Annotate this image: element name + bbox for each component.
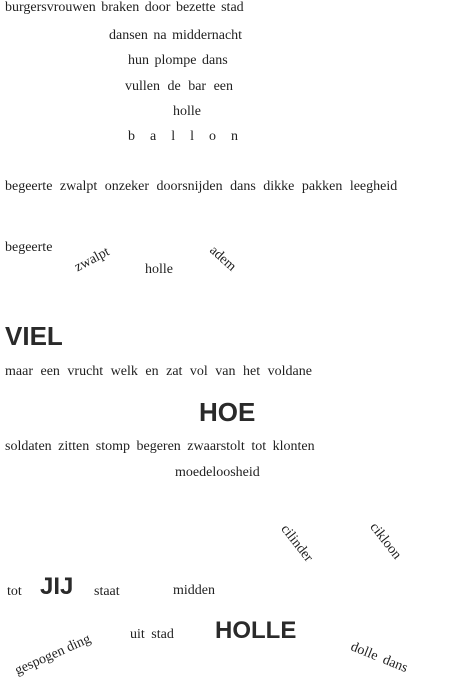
word-holle-large: HOLLE [215,617,297,644]
word-begeerte: begeerte [5,240,53,255]
poem-line-begeerte-full: begeerte zwalpt onzeker doorsnijden dans dikke pakken leegheid [5,179,398,194]
word-holle-small: holle [145,262,173,277]
word-staat: staat [94,584,120,599]
word-cikloon: cikloon [366,520,405,563]
word-dolle-dans: dolle dans [348,639,410,677]
word-zwalpt: zwalpt [72,244,113,276]
word-uit-stad: uit stad [130,627,174,642]
word-adem: adem [206,243,239,275]
poem-line-burgersvrouwen: burgersvrouwen braken door bezette stad [5,0,244,15]
poem-line-vullen: vullen de bar een [125,79,234,94]
poem-line-ballon: ballon [128,129,253,144]
word-jij: JIJ [40,573,74,600]
word-tot: tot [7,584,22,599]
word-cilinder: cilinder [277,522,316,566]
word-midden: midden [173,583,215,598]
word-viel: VIEL [5,321,63,351]
word-moedeloosheid: moedeloosheid [175,465,260,480]
poem-line-vrucht: maar een vrucht welk en zat vol van het voldane [5,364,312,379]
poem-line-plompe: hun plompe dans [128,53,228,68]
poem-line-dansen: dansen na middernacht [109,28,243,43]
poem-line-soldaten: soldaten zitten stomp begeren zwaarstolt tot klonten [5,439,315,454]
word-hoe: HOE [199,397,256,427]
word-gespogen-ding: gespogen ding [12,631,94,678]
poem-line-holle: holle [173,104,201,119]
